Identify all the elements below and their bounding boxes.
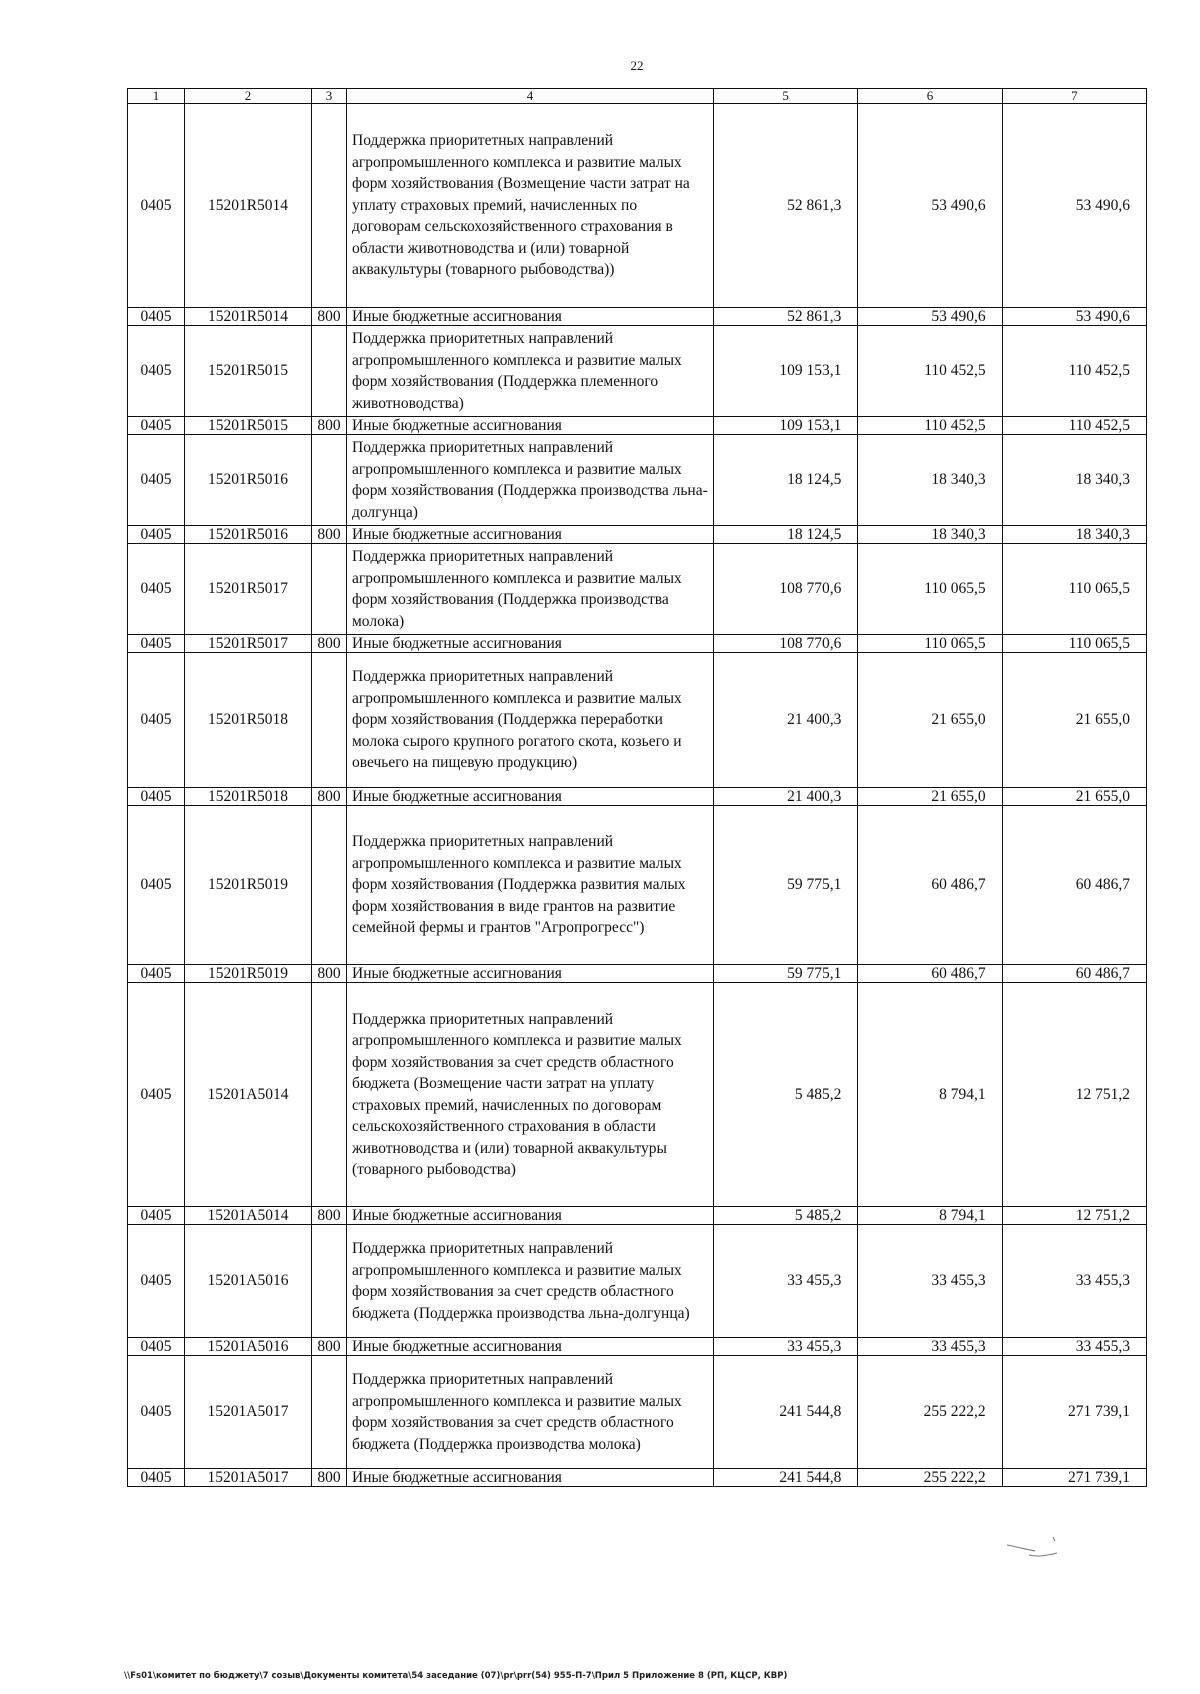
signature-scribble — [1005, 1535, 1065, 1565]
amount-col6: 33 455,3 — [858, 1225, 1002, 1338]
description: Поддержка приоритетных направлений агропромышленного комплекса и развитие малых форм хозяйствования (Возмещение части затрат на уплату страховых премий, начисленных по договорам сельскохозяйственного страхования в области животноводства и (или) товарной аквакультуры (товарного рыбоводства)) — [347, 104, 714, 308]
target-article-code: 15201A5017 — [185, 1356, 312, 1469]
amount-col5: 18 124,5 — [714, 526, 858, 544]
amount-col6: 255 222,2 — [858, 1356, 1002, 1469]
table-row — [128, 653, 1147, 788]
amount-col7: 53 490,6 — [1002, 308, 1146, 326]
section-code: 0405 — [128, 435, 185, 526]
page-number: 22 — [630, 58, 644, 73]
table-body — [128, 104, 1147, 1487]
expense-type-code: 800 — [312, 965, 347, 983]
amount-col6: 110 452,5 — [858, 417, 1002, 435]
column-header: 7 — [1002, 89, 1146, 104]
file-path-footer: \\Fs01\комитет по бюджету\7 созыв\Документы комитета\54 заседание (07)\pr\prr(54) 955-П-7\Прил 5 Приложение 8 (РП, КЦСР, КВР) — [124, 1671, 788, 1681]
section-code: 0405 — [128, 1207, 185, 1225]
column-header: 1 — [128, 89, 185, 104]
amount-col7: 271 739,1 — [1002, 1469, 1146, 1487]
amount-col7: 18 340,3 — [1002, 526, 1146, 544]
table-row — [128, 965, 1147, 983]
column-header: 2 — [185, 89, 312, 104]
column-header: 4 — [347, 89, 714, 104]
table-row — [128, 1469, 1147, 1487]
target-article-code: 15201R5019 — [185, 965, 312, 983]
amount-col6: 8 794,1 — [858, 1207, 1002, 1225]
column-header: 5 — [714, 89, 858, 104]
amount-col6: 60 486,7 — [858, 806, 1002, 965]
amount-col7: 53 490,6 — [1002, 104, 1146, 308]
amount-col5: 33 455,3 — [714, 1338, 858, 1356]
expense-type-code — [312, 806, 347, 965]
expense-type-code: 800 — [312, 788, 347, 806]
amount-col6: 110 452,5 — [858, 326, 1002, 417]
table-row — [128, 308, 1147, 326]
amount-col7: 60 486,7 — [1002, 965, 1146, 983]
section-code: 0405 — [128, 788, 185, 806]
section-code: 0405 — [128, 1356, 185, 1469]
target-article-code: 15201R5017 — [185, 544, 312, 635]
section-code: 0405 — [128, 544, 185, 635]
amount-col7: 21 655,0 — [1002, 788, 1146, 806]
expense-type-code: 800 — [312, 1207, 347, 1225]
amount-col5: 109 153,1 — [714, 417, 858, 435]
section-code: 0405 — [128, 983, 185, 1207]
expense-type-code — [312, 104, 347, 308]
amount-col5: 59 775,1 — [714, 806, 858, 965]
amount-col6: 8 794,1 — [858, 983, 1002, 1207]
target-article-code: 15201A5014 — [185, 983, 312, 1207]
amount-col7: 271 739,1 — [1002, 1356, 1146, 1469]
target-article-code: 15201R5015 — [185, 417, 312, 435]
column-header: 6 — [858, 89, 1002, 104]
section-code: 0405 — [128, 417, 185, 435]
target-article-code: 15201R5019 — [185, 806, 312, 965]
expense-type-code — [312, 326, 347, 417]
target-article-code: 15201R5017 — [185, 635, 312, 653]
amount-col7: 60 486,7 — [1002, 806, 1146, 965]
table-row — [128, 983, 1147, 1207]
amount-col5: 108 770,6 — [714, 544, 858, 635]
amount-col5: 52 861,3 — [714, 104, 858, 308]
amount-col5: 109 153,1 — [714, 326, 858, 417]
amount-col7: 21 655,0 — [1002, 653, 1146, 788]
table-row — [128, 806, 1147, 965]
amount-col6: 60 486,7 — [858, 965, 1002, 983]
amount-col5: 241 544,8 — [714, 1469, 858, 1487]
expense-type-code: 800 — [312, 635, 347, 653]
section-code: 0405 — [128, 965, 185, 983]
table-header-row — [128, 89, 1147, 104]
table-row — [128, 635, 1147, 653]
amount-col5: 52 861,3 — [714, 308, 858, 326]
expense-type-code: 800 — [312, 1338, 347, 1356]
description: Поддержка приоритетных направлений агропромышленного комплекса и развитие малых форм хозяйствования (Поддержка развития малых форм хозяйствования в виде грантов на развитие семейной фермы и грантов "Агропрогресс") — [347, 806, 714, 965]
amount-col6: 110 065,5 — [858, 635, 1002, 653]
amount-col6: 53 490,6 — [858, 308, 1002, 326]
expense-type-code: 800 — [312, 417, 347, 435]
table-row — [128, 1356, 1147, 1469]
amount-col7: 110 452,5 — [1002, 417, 1146, 435]
target-article-code: 15201R5018 — [185, 653, 312, 788]
section-code: 0405 — [128, 104, 185, 308]
amount-col6: 53 490,6 — [858, 104, 1002, 308]
expense-type-code — [312, 435, 347, 526]
description: Иные бюджетные ассигнования — [347, 965, 714, 983]
target-article-code: 15201A5016 — [185, 1338, 312, 1356]
amount-col7: 110 452,5 — [1002, 326, 1146, 417]
table-row — [128, 326, 1147, 417]
expense-type-code — [312, 653, 347, 788]
section-code: 0405 — [128, 1225, 185, 1338]
description: Иные бюджетные ассигнования — [347, 1207, 714, 1225]
budget-table — [127, 88, 1147, 1487]
section-code: 0405 — [128, 653, 185, 788]
amount-col7: 33 455,3 — [1002, 1338, 1146, 1356]
expense-type-code: 800 — [312, 1469, 347, 1487]
column-header: 3 — [312, 89, 347, 104]
description: Поддержка приоритетных направлений агропромышленного комплекса и развитие малых форм хозяйствования (Поддержка производства молока) — [347, 544, 714, 635]
amount-col7: 18 340,3 — [1002, 435, 1146, 526]
expense-type-code — [312, 1225, 347, 1338]
description: Поддержка приоритетных направлений агропромышленного комплекса и развитие малых форм хозяйствования (Поддержка производства льна-долгунца) — [347, 435, 714, 526]
table-row — [128, 788, 1147, 806]
description: Иные бюджетные ассигнования — [347, 788, 714, 806]
target-article-code: 15201A5014 — [185, 1207, 312, 1225]
table-row — [128, 104, 1147, 308]
amount-col5: 59 775,1 — [714, 965, 858, 983]
table-row — [128, 435, 1147, 526]
description: Иные бюджетные ассигнования — [347, 526, 714, 544]
amount-col7: 110 065,5 — [1002, 544, 1146, 635]
description: Иные бюджетные ассигнования — [347, 417, 714, 435]
table-row — [128, 1207, 1147, 1225]
section-code: 0405 — [128, 326, 185, 417]
amount-col5: 18 124,5 — [714, 435, 858, 526]
target-article-code: 15201R5015 — [185, 326, 312, 417]
target-article-code: 15201R5016 — [185, 526, 312, 544]
table-row — [128, 1225, 1147, 1338]
target-article-code: 15201A5016 — [185, 1225, 312, 1338]
table-row — [128, 544, 1147, 635]
description: Поддержка приоритетных направлений агропромышленного комплекса и развитие малых форм хозяйствования (Поддержка племенного животноводства) — [347, 326, 714, 417]
amount-col5: 21 400,3 — [714, 788, 858, 806]
section-code: 0405 — [128, 1338, 185, 1356]
target-article-code: 15201R5016 — [185, 435, 312, 526]
expense-type-code: 800 — [312, 308, 347, 326]
amount-col6: 255 222,2 — [858, 1469, 1002, 1487]
description: Поддержка приоритетных направлений агропромышленного комплекса и развитие малых форм хозяйствования (Поддержка переработки молока сырого крупного рогатого скота, козьего и овечьего на пищевую продукцию) — [347, 653, 714, 788]
section-code: 0405 — [128, 806, 185, 965]
amount-col6: 18 340,3 — [858, 526, 1002, 544]
amount-col7: 33 455,3 — [1002, 1225, 1146, 1338]
amount-col5: 33 455,3 — [714, 1225, 858, 1338]
section-code: 0405 — [128, 1469, 185, 1487]
section-code: 0405 — [128, 635, 185, 653]
target-article-code: 15201R5014 — [185, 104, 312, 308]
amount-col7: 12 751,2 — [1002, 983, 1146, 1207]
expense-type-code — [312, 544, 347, 635]
description: Поддержка приоритетных направлений агропромышленного комплекса и развитие малых форм хозяйствования за счет средств областного бюджета (Поддержка производства льна-долгунца) — [347, 1225, 714, 1338]
section-code: 0405 — [128, 308, 185, 326]
description: Поддержка приоритетных направлений агропромышленного комплекса и развитие малых форм хозяйствования за счет средств областного бюджета (Поддержка производства молока) — [347, 1356, 714, 1469]
amount-col6: 33 455,3 — [858, 1338, 1002, 1356]
target-article-code: 15201A5017 — [185, 1469, 312, 1487]
description: Иные бюджетные ассигнования — [347, 308, 714, 326]
description: Иные бюджетные ассигнования — [347, 1338, 714, 1356]
target-article-code: 15201R5018 — [185, 788, 312, 806]
amount-col5: 5 485,2 — [714, 983, 858, 1207]
amount-col5: 21 400,3 — [714, 653, 858, 788]
amount-col5: 5 485,2 — [714, 1207, 858, 1225]
amount-col6: 18 340,3 — [858, 435, 1002, 526]
expense-type-code — [312, 1356, 347, 1469]
amount-col6: 21 655,0 — [858, 653, 1002, 788]
description: Поддержка приоритетных направлений агропромышленного комплекса и развитие малых форм хозяйствования за счет средств областного бюджета (Возмещение части затрат на уплату страховых премий, начисленных по договорам сельскохозяйственного страхования в области животноводства и (или) товарной аквакультуры (товарного рыбоводства) — [347, 983, 714, 1207]
table-row — [128, 526, 1147, 544]
amount-col5: 241 544,8 — [714, 1356, 858, 1469]
amount-col5: 108 770,6 — [714, 635, 858, 653]
expense-type-code — [312, 983, 347, 1207]
amount-col6: 21 655,0 — [858, 788, 1002, 806]
target-article-code: 15201R5014 — [185, 308, 312, 326]
amount-col6: 110 065,5 — [858, 544, 1002, 635]
table-row — [128, 1338, 1147, 1356]
expense-type-code: 800 — [312, 526, 347, 544]
section-code: 0405 — [128, 526, 185, 544]
description: Иные бюджетные ассигнования — [347, 635, 714, 653]
amount-col7: 12 751,2 — [1002, 1207, 1146, 1225]
table-row — [128, 417, 1147, 435]
description: Иные бюджетные ассигнования — [347, 1469, 714, 1487]
amount-col7: 110 065,5 — [1002, 635, 1146, 653]
